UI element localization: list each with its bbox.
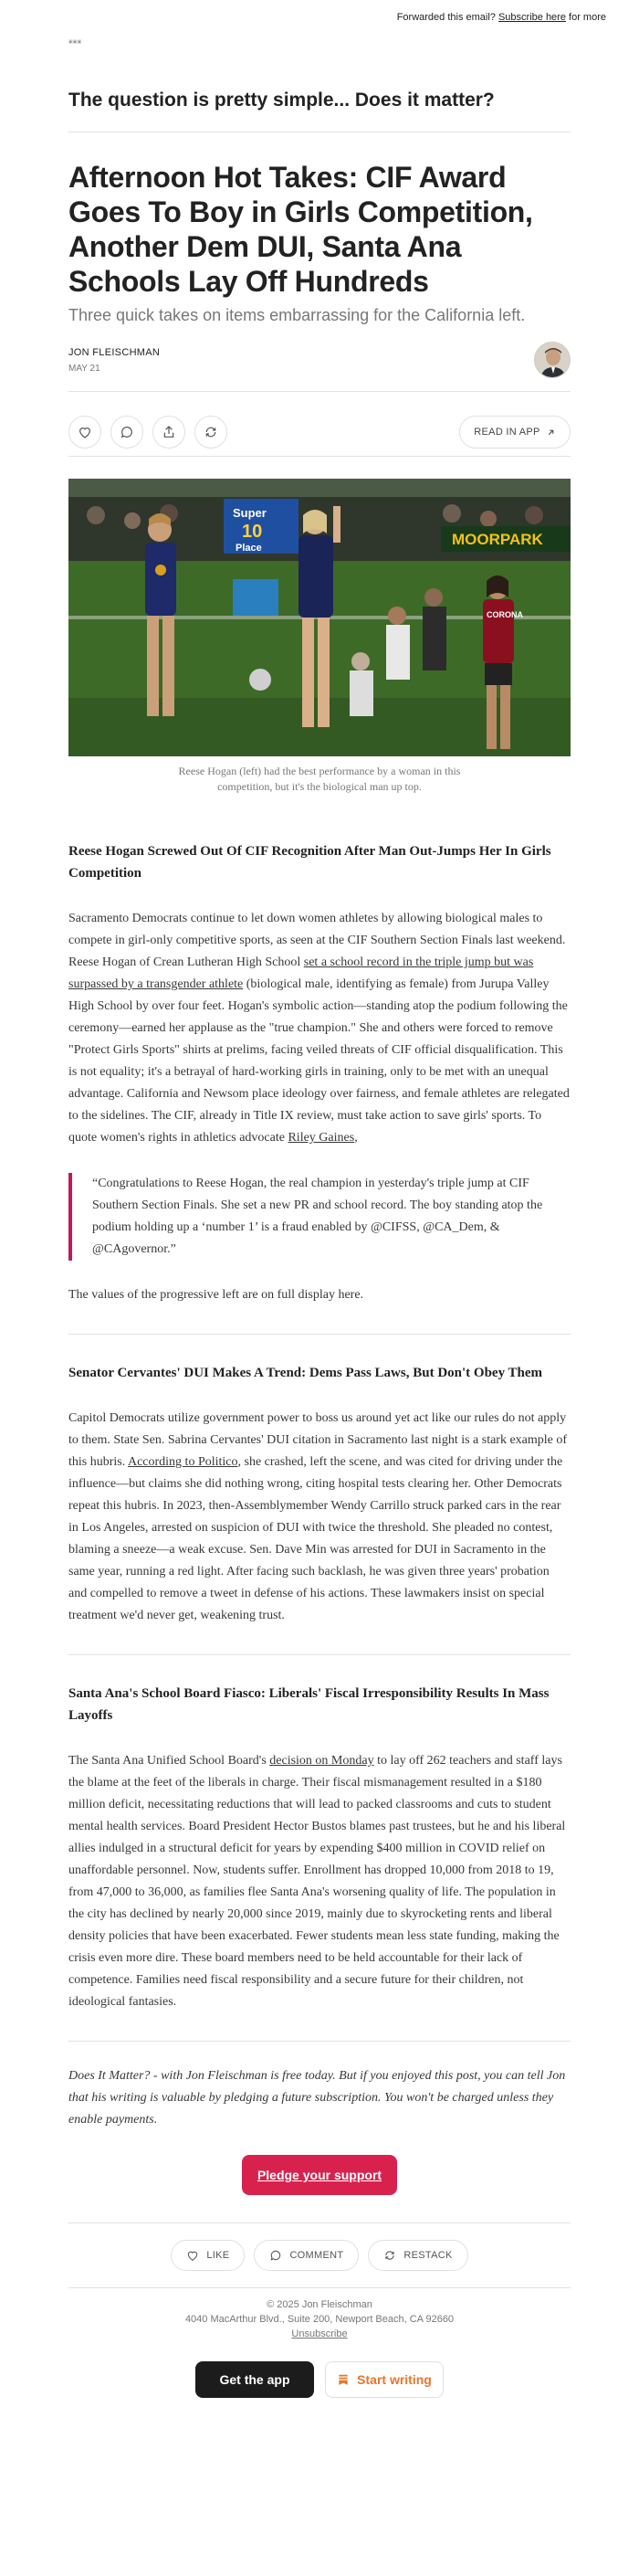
section3-heading: Santa Ana's School Board Fiasco: Liberals' Fiscal Irresponsibility Results In Mass Layoffs	[68, 1686, 550, 1723]
arrow-up-right-icon	[546, 428, 556, 438]
copyright-text: © 2025 Jon Fleischman	[267, 2299, 372, 2310]
forwarded-notice	[397, 12, 606, 23]
politico-link[interactable]: According to Politico	[127, 1455, 238, 1469]
publication-logo-mark: ▣▣▣	[68, 39, 82, 45]
like-button[interactable]	[68, 416, 101, 449]
comment-icon	[120, 425, 134, 439]
divider	[68, 2287, 571, 2288]
heart-icon	[186, 2249, 199, 2262]
blockquote: “Congratulations to Reese Hogan, the real champion in yesterday's triple jump at CIF Southern Section Finals. She set a new PR and school record. The boy standing atop the podium holding up a ‘number 1’ is a fraud enabled by @CIFSS, @CA_Dem, & @CAgovernor.”	[68, 1173, 571, 1261]
banner-text: MOORPARK	[452, 531, 543, 548]
subscribe-link[interactable]: Subscribe here	[498, 12, 566, 23]
substack-logo-icon	[337, 2373, 350, 2386]
post-subtitle: Three quick takes on items embarrassing for the California left.	[68, 306, 526, 324]
author-name[interactable]: JON FLEISCHMAN	[68, 347, 161, 358]
forwarded-suffix: for more	[569, 12, 606, 23]
get-app-button[interactable]: Get the app	[195, 2361, 314, 2398]
divider	[68, 456, 571, 457]
post-title[interactable]: Afternoon Hot Takes: CIF Award Goes To Boy in Girls Competition, Another Dem DUI, Santa Ana Schools Lay Off Hundreds	[68, 161, 533, 298]
engagement-bar	[68, 2240, 571, 2271]
divider	[68, 2041, 571, 2042]
section3-text-a: The Santa Ana Unified School Board's	[68, 1754, 270, 1768]
read-in-app-button[interactable]	[459, 416, 571, 449]
section1-paragraph	[68, 908, 571, 1149]
section2-text-b: , she crashed, left the scene, and was cited for driving under the influence—but claims she did nothing wrong, citing hospital tests clearing her. Other Democrats repeat this hubris. In 2023, then-Assemblymember Wendy Carrillo struck parked cars in the rear in Los Angeles, arrested on suspicion of DUI with twice the threshold. She pleaded no contest, blaming a sneeze—a weak excuse. Sen. Dave Min was arrested for DUI in Sacramento in the same year, running a red light. After facing such backlash, he was given three years' probation and compelled to remove a tweet in defense of his actions. These lawmakers insist on special treatment we'd never get, weakening trust.	[68, 1455, 563, 1622]
section2-text-a: Capitol Democrats utilize government power to boss us around yet act like our rules do not apply to them. State Sen. Sabrina Cervantes' DUI citation in Sacramento last night is a stark example of this hubris.	[68, 1411, 568, 1469]
sign-place-text: Place	[236, 543, 262, 554]
school-record-link[interactable]: set a school record in the triple jump but was surpassed by a transgender athlete	[68, 955, 534, 991]
publication-name[interactable]: The question is pretty simple... Does it matter?	[68, 90, 495, 111]
app-buttons	[68, 2361, 571, 2398]
address-text: 4040 MacArthur Blvd., Suite 200, Newport Beach, CA 92660	[184, 2314, 455, 2325]
sign-super-text: Super	[233, 506, 267, 520]
section1-text-c: ,	[354, 1131, 358, 1145]
section3-text-b: to lay off 262 teachers and staff lays the blame at the feet of the liberals in charge. Their fiscal mismanagement resulted in a $180 million deficit, necessitating reductions that will lead to packed classrooms and cuts to student mental health services. Board President Hector Bustos blames past trustees, but he and his liberal allies indulged in a structural deficit for years by expending $400 million in COVID relief on unaffordable personnel. Now, students suffer. Enrollment has dropped 10,000 from 2018 to 19, from 47,000 to 36,000, as families flee Santa Ana's worsening quality of life. The population in the city has declined by nearly 20,000 since 2019, mainly due to skyrocketing rents and liberal density policies that have been exacerbated. Fewer students mean less state funding, making the crisis even more dire. These board members need to be held accountable for their lack of competence. Families need fiscal responsibility and a secure future for their children, not ideological fantasies.	[68, 1754, 566, 2009]
post-actions	[68, 401, 571, 456]
hero-image[interactable]	[68, 479, 571, 756]
section2-heading: Senator Cervantes' DUI Makes A Trend: Dems Pass Laws, But Don't Obey Them	[68, 1366, 543, 1380]
restack-icon	[204, 425, 218, 439]
restack-label: RESTACK	[403, 2250, 453, 2261]
like-label: LIKE	[206, 2250, 230, 2261]
decision-monday-link[interactable]: decision on Monday	[269, 1754, 374, 1768]
section2-paragraph	[68, 1408, 571, 1627]
heart-icon	[78, 425, 92, 439]
post-container	[68, 90, 571, 2398]
byline	[68, 340, 571, 391]
section3-paragraph	[68, 1750, 571, 2013]
jersey-text: CORONA	[487, 610, 523, 619]
divider	[68, 2222, 571, 2223]
comment-icon	[269, 2249, 282, 2262]
hero-caption: Reese Hogan (left) had the best performance by a woman in this competition, but it's the biological man up top.	[178, 765, 461, 793]
footer	[68, 2297, 571, 2341]
forwarded-text: Forwarded this email?	[396, 12, 496, 23]
section1-text-a: Sacramento Democrats continue to let down women athletes by allowing biological males to compete in girl-only competitive sports, as seen at the CIF Southern Section Finals last weekend. Reese Hogan of Crean Lutheran High School	[68, 912, 566, 969]
podium-photo	[68, 479, 571, 756]
section1-closing: The values of the progressive left are on full display here.	[68, 1288, 364, 1302]
forwarded-bar	[0, 0, 639, 45]
comment-pill-button[interactable]	[254, 2240, 359, 2271]
avatar-portrait	[535, 343, 571, 378]
restack-icon	[383, 2249, 396, 2262]
pledge-support-button[interactable]: Pledge your support	[242, 2155, 397, 2195]
sign-number-text: 10	[242, 522, 263, 542]
support-note: Does It Matter? - with Jon Fleischman is free today. But if you enjoyed this post, you can tell Jon that his writing is valuable by pledging a future subscription. You won't be charged unless they enable payments.	[68, 2069, 566, 2127]
section1-text-b: (biological male, identifying as female) from Jurupa Valley High School by over four feet. Hogan's symbolic action—standing atop the podium following the ceremony—earned her applause as the "true champion." She and others were forced to remove "Protect Girls Sports" shirts at prelims, facing veiled threats of CIF official disqualification. This is not equality; it's a betrayal of hard-working girls in training, only to be met with an unequal advantage. California and Newsom place ideology over fairness, and female athletes are relegated to the sidelines. The CIF, already in Title IX review, must take action to save girls' sports. To quote women's rights in athletics advocate	[68, 977, 570, 1145]
unsubscribe-link[interactable]: Unsubscribe	[291, 2328, 348, 2339]
share-button[interactable]	[152, 416, 185, 449]
riley-gaines-link[interactable]: Riley Gaines	[288, 1131, 355, 1145]
start-writing-label: Start writing	[357, 2372, 432, 2387]
post-date: MAY 21	[68, 364, 100, 374]
read-in-app-label: READ IN APP	[474, 427, 540, 438]
section1-heading: Reese Hogan Screwed Out Of CIF Recognition After Man Out-Jumps Her In Girls Competition	[68, 844, 551, 881]
like-pill-button[interactable]	[171, 2240, 245, 2271]
author-avatar[interactable]	[534, 342, 571, 378]
pledge-container	[68, 2155, 571, 2195]
divider	[68, 1654, 571, 1655]
comment-button[interactable]	[110, 416, 143, 449]
restack-button[interactable]	[194, 416, 227, 449]
comment-label: COMMENT	[289, 2250, 344, 2261]
divider	[68, 1334, 571, 1335]
start-writing-button[interactable]	[325, 2361, 444, 2398]
share-icon	[162, 425, 176, 439]
restack-pill-button[interactable]	[368, 2240, 467, 2271]
divider	[68, 391, 571, 392]
